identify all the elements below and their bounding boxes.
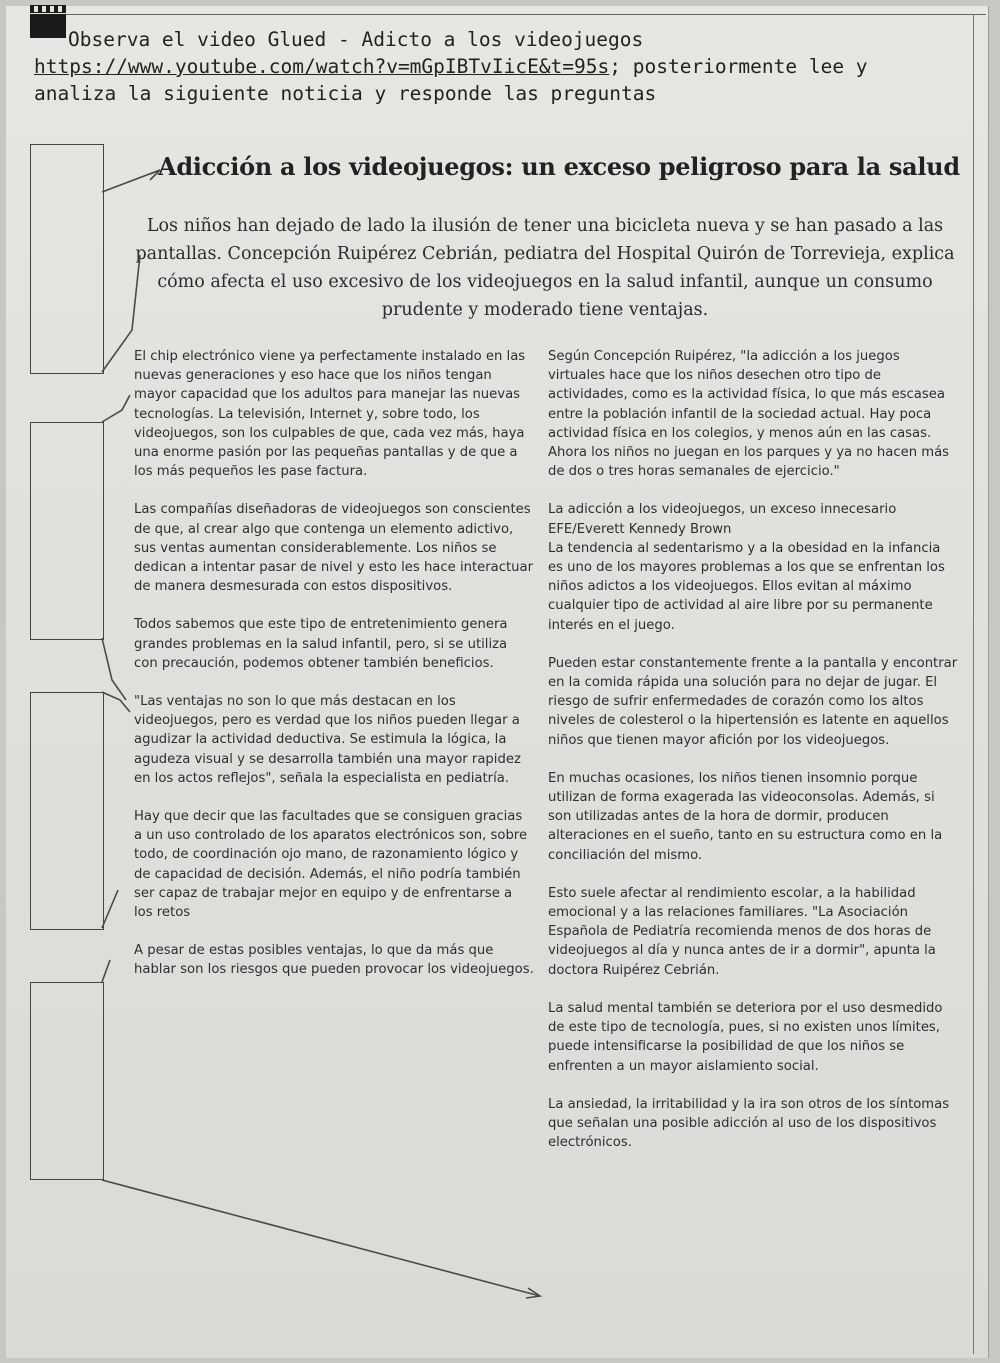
connector-line-6	[102, 692, 130, 712]
photo-caption: La adicción a los videojuegos, un exceso innecesario	[548, 502, 897, 518]
video-link[interactable]: https://www.youtube.com/watch?v=mGpIBTvIicE&t=95s	[34, 55, 610, 78]
left-paragraph-1: El chip electrónico viene ya perfectamente instalado en las nuevas generaciones y eso hace que los niños tengan mayor capacidad que los adultos para manejar las nuevas tecnologías. La televisión, Internet y, sobre todo, los videojuegos, son los culpables de que, cada vez más, haya una enorme pasión por las pequeñas pantallas y de que a los más pequeños les pase factura.	[134, 349, 526, 480]
left-paragraph-6: A pesar de estas posibles ventajas, lo que da más que hablar son los riesgos que pueden provocar los videojuegos.	[134, 943, 534, 978]
right-paragraph-5: Esto suele afectar al rendimiento escolar, a la habilidad emocional y a las relaciones familiares. "La Asociación Española de Pediatría recomienda menos de dos horas de videojuegos al día y nunca antes de ir a dormir", apunta la doctora Ruipérez Cebrián.	[548, 885, 936, 978]
connector-line-7	[102, 890, 118, 928]
connector-line-8	[102, 960, 110, 982]
article-lead: Los niños han dejado de lado la ilusión de tener una bicicleta nueva y se han pasado a las pantallas. Concepción Ruipérez Cebrián, pediatra del Hospital Quirón de Torrevieja, explica cómo afecta el uso excesivo de los videojuegos en la salud infantil, aunque un consumo prudente y moderado tiene ventajas.	[135, 216, 955, 320]
left-paragraph-2: Las compañías diseñadoras de videojuegos son conscientes de que, al crear algo que contenga un elemento adictivo, sus ventas aumentan considerablemente. Los niños se dedican a intentar pasar de nivel y esto les hace interactuar de manera desmesurada con estos dispositivos.	[134, 502, 534, 595]
right-paragraph-1: Según Concepción Ruipérez, "la adicción a los juegos virtuales hace que los niños desechen otro tipo de actividades, como es la actividad física, lo que más escasea entre la población infantil de la sociedad actual. Hay poca actividad física en los colegios, y menos aún en las casas. Ahora los niños no juegan en los parques y ya no hacen más de dos o tres horas semanales de ejercicio."	[548, 349, 950, 480]
instruction-line-3: analiza la siguiente noticia y responde las preguntas	[34, 82, 657, 105]
connector-line-2	[150, 170, 160, 180]
left-paragraph-3: Todos sabemos que este tipo de entretenimiento genera grandes problemas en la salud infantil, pero, si se utiliza con precaución, podemos obtener también beneficios.	[134, 617, 508, 671]
left-paragraph-5: Hay que decir que las facultades que se consiguen gracias a un uso controlado de los aparatos electrónicos son, sobre todo, de coordinación ojo mano, de razonamiento lógico y de capacidad de decisión. Además, el niño podría también ser capaz de trabajar mejor en equipo y de enfrentarse a los retos	[134, 809, 528, 921]
photo-credit: EFE/Everett Kennedy Brown	[548, 521, 732, 537]
left-paragraph-4: "Las ventajas no son lo que más destacan en los videojuegos, pero es verdad que los niños pueden llegar a agudizar la actividad deductiva. Se estimula la lógica, la agudeza visual y se desarrolla también una mayor rapidez en los actos reflejos", señala la especialista en pediatría.	[134, 694, 521, 786]
article-headline: Adicción a los videojuegos: un exceso peligroso para la salud	[158, 152, 960, 181]
connector-line-3	[102, 255, 140, 372]
right-paragraph-4: En muchas ocasiones, los niños tienen insomnio porque utilizan de forma exagerada las videoconsolas. Además, si son utilizadas antes de la hora de dormir, producen alteraciones en el sueño, tanto en su estructura como en la conciliación del mismo.	[548, 770, 943, 863]
connector-line-4	[102, 395, 130, 422]
connector-line-5	[102, 638, 126, 700]
connector-line-9	[102, 1180, 540, 1296]
right-paragraph-6: La salud mental también se deteriora por el uso desmedido de este tipo de tecnología, pues, si no existen unos límites, puede intensificarse la posibilidad de que los niños se enfrenten a un mayor aislamiento social.	[548, 1000, 943, 1074]
right-paragraph-2: La tendencia al sedentarismo y a la obesidad en la infancia es uno de los mayores problemas a los que se enfrentan los niños adictos a los videojuegos. Ellos evitan al máximo cualquier tipo de actividad al aire libre por su permanente interés en el juego.	[548, 540, 945, 633]
instruction-line-1: Observa el video Glued - Adicto a los videojuegos	[68, 28, 644, 51]
right-paragraph-3: Pueden estar constantemente frente a la pantalla y encontrar en la comida rápida una solución para no dejar de jugar. El riesgo de sufrir enfermedades de corazón como los altos niveles de colesterol o la hipertensión es latente en aquellos niños que tienen mayor afición por los videojuegos.	[548, 655, 958, 748]
instruction-line-2-suffix: ; posteriormente lee y	[609, 55, 868, 78]
right-paragraph-7: La ansiedad, la irritabilidad y la ira son otros de los síntomas que señalan una posible adicción al uso de los dispositivos electrónicos.	[548, 1096, 950, 1151]
